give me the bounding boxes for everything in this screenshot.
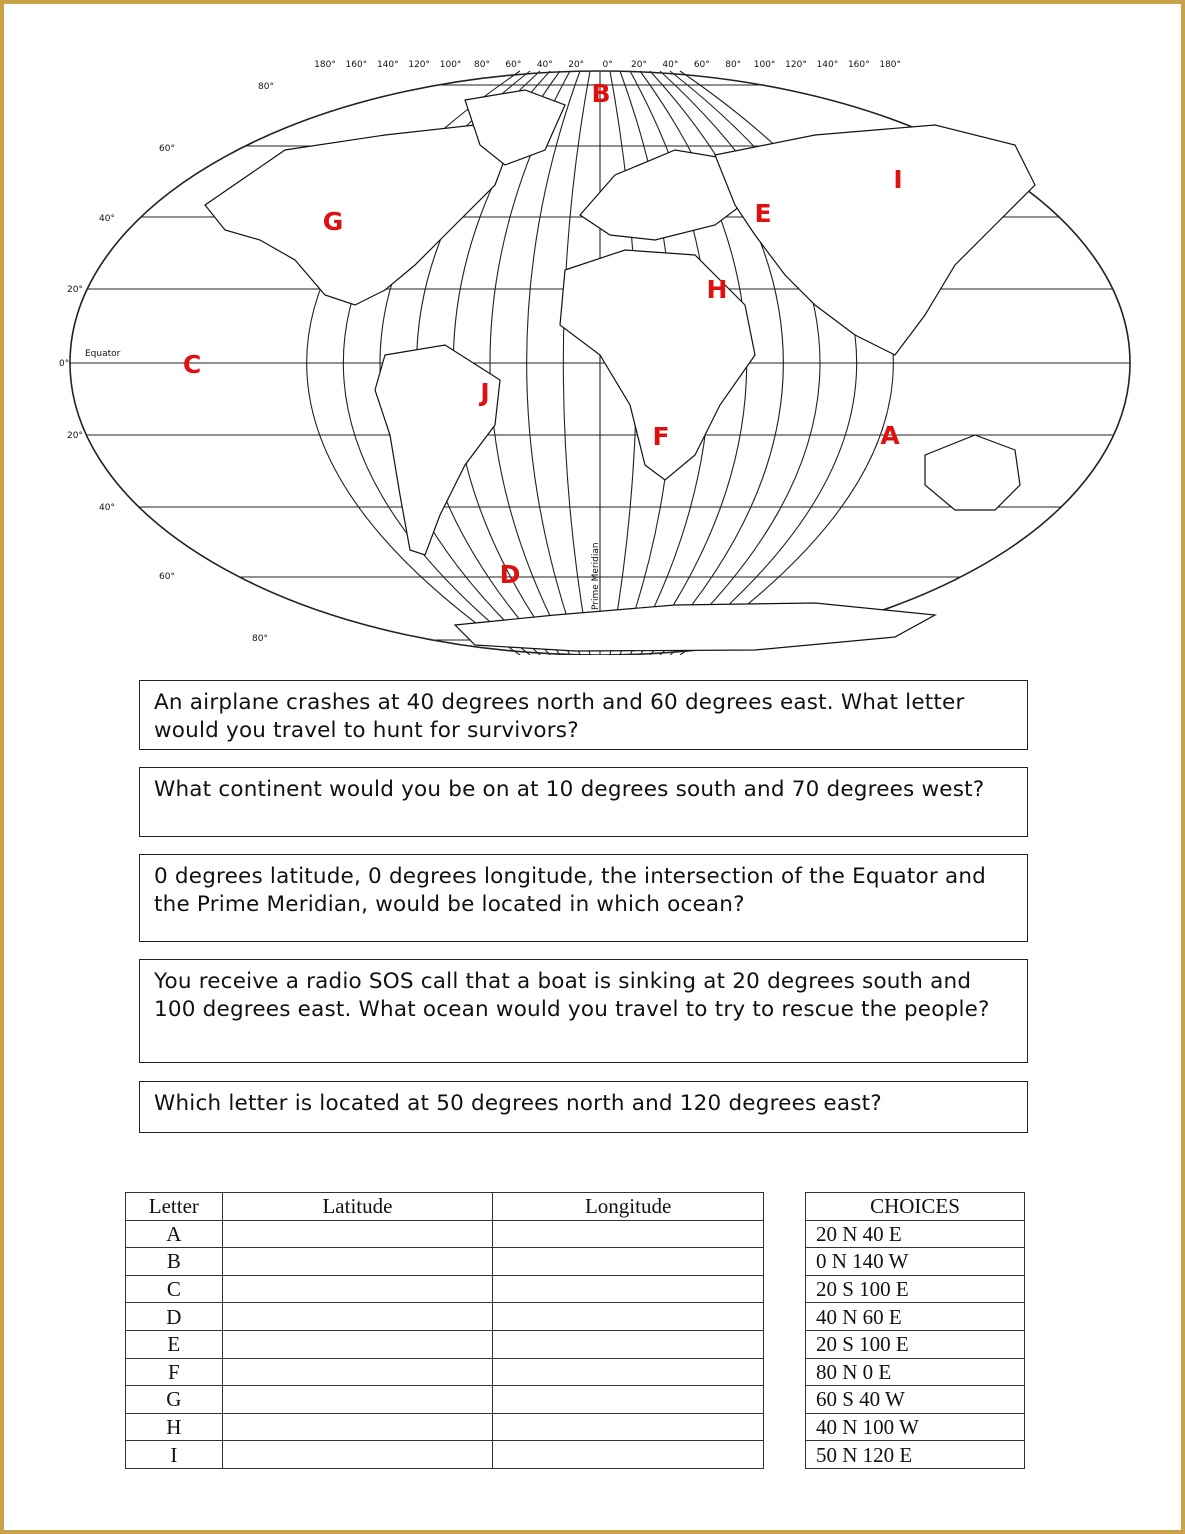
table-row (126, 1413, 764, 1441)
latitude-cell[interactable] (222, 1330, 493, 1358)
prime-meridian-label: Prime Meridian (591, 542, 601, 610)
longitude-label: 40° (662, 60, 679, 70)
latitude-label: 60° (159, 144, 175, 154)
map-marker-a: A (880, 421, 900, 450)
choice-cell: 60 S 40 W (806, 1386, 1025, 1414)
asia-shape (715, 125, 1035, 355)
latitude-label: 80° (258, 82, 274, 92)
longitude-label: 140° (816, 60, 839, 70)
longitude-label: 140° (376, 60, 399, 70)
longitude-label: 120° (785, 60, 807, 70)
latitude-label: 40° (99, 503, 115, 513)
map-marker-e: E (754, 199, 772, 228)
longitude-cell[interactable] (493, 1441, 764, 1469)
map-marker-c: C (182, 350, 202, 379)
longitude-cell[interactable] (493, 1358, 764, 1386)
map-marker-f: F (652, 422, 670, 451)
antarctica-shape (455, 603, 935, 651)
letter-cell: H (126, 1413, 223, 1441)
longitude-label: 120° (408, 60, 431, 70)
latitude-label: 20° (67, 285, 83, 295)
choices-table (805, 1192, 1025, 1469)
question-3: 0 degrees latitude, 0 degrees longitude, the intersection of the Equator and the Prime Meridian, would be located in which ocean? (139, 854, 1028, 942)
latitude-cell[interactable] (222, 1441, 493, 1469)
letter-cell: I (126, 1441, 223, 1469)
longitude-label: 160° (847, 60, 870, 70)
list-item (806, 1248, 1025, 1276)
map-marker-j: J (480, 378, 490, 407)
south-america-shape (375, 345, 500, 555)
map-marker-h: H (706, 275, 728, 304)
choice-cell: 20 S 100 E (806, 1330, 1025, 1358)
table-row (126, 1358, 764, 1386)
choices-header: CHOICES (806, 1193, 1025, 1221)
list-item (806, 1303, 1025, 1331)
table-row (126, 1386, 764, 1414)
latitude-cell[interactable] (222, 1413, 493, 1441)
list-item (806, 1275, 1025, 1303)
choice-cell: 20 N 40 E (806, 1220, 1025, 1248)
letter-cell: A (126, 1220, 223, 1248)
longitude-label: 160° (345, 60, 368, 70)
table-row (126, 1441, 764, 1469)
choice-cell: 50 N 120 E (806, 1441, 1025, 1469)
choice-cell: 20 S 100 E (806, 1275, 1025, 1303)
map-marker-i: I (893, 165, 903, 194)
longitude-cell[interactable] (493, 1275, 764, 1303)
choice-cell: 0 N 140 W (806, 1248, 1025, 1276)
question-5: Which letter is located at 50 degrees north and 120 degrees east? (139, 1081, 1028, 1133)
longitude-label: 180° (879, 60, 902, 70)
longitude-label: 80° (725, 60, 742, 70)
choice-cell: 80 N 0 E (806, 1358, 1025, 1386)
question-1: An airplane crashes at 40 degrees north and 60 degrees east. What letter would you travel to hunt for survivors? (139, 680, 1028, 750)
answer-table-header (126, 1193, 764, 1221)
longitude-cell[interactable] (493, 1220, 764, 1248)
map-marker-g: G (322, 207, 344, 236)
latitude-cell[interactable] (222, 1358, 493, 1386)
latitude-label: 40° (99, 214, 115, 224)
latitude-label: 60° (159, 572, 175, 582)
table-row (126, 1330, 764, 1358)
letter-cell: B (126, 1248, 223, 1276)
longitude-cell[interactable] (493, 1330, 764, 1358)
longitude-label: 0° (602, 60, 613, 70)
letter-cell: E (126, 1330, 223, 1358)
question-4: You receive a radio SOS call that a boat is sinking at 20 degrees south and 100 degrees east. What ocean would you travel to try to rescue the people? (139, 959, 1028, 1063)
question-2: What continent would you be on at 10 degrees south and 70 degrees west? (139, 767, 1028, 837)
header-letter: Letter (126, 1193, 223, 1221)
letter-cell: D (126, 1303, 223, 1331)
map-marker-b: B (591, 79, 611, 108)
world-map (55, 55, 1135, 655)
longitude-label: 20° (631, 60, 647, 70)
choice-cell: 40 N 60 E (806, 1303, 1025, 1331)
longitude-cell[interactable] (493, 1303, 764, 1331)
table-row (126, 1248, 764, 1276)
longitude-cell[interactable] (493, 1248, 764, 1276)
equator-label: Equator (85, 349, 121, 359)
list-item (806, 1413, 1025, 1441)
longitude-label: 100° (753, 60, 776, 70)
table-row (126, 1220, 764, 1248)
list-item (806, 1386, 1025, 1414)
longitude-cell[interactable] (493, 1413, 764, 1441)
table-row (126, 1275, 764, 1303)
list-item (806, 1358, 1025, 1386)
table-row (126, 1303, 764, 1331)
latitude-cell[interactable] (222, 1275, 493, 1303)
choices-header-row (806, 1193, 1025, 1221)
list-item (806, 1441, 1025, 1469)
latitude-label: 20° (67, 431, 83, 441)
latitude-cell[interactable] (222, 1248, 493, 1276)
australia-shape (925, 435, 1020, 510)
choice-cell: 40 N 100 W (806, 1413, 1025, 1441)
letter-cell: F (126, 1358, 223, 1386)
header-latitude: Latitude (222, 1193, 493, 1221)
latitude-label: 80° (252, 634, 268, 644)
answer-table (125, 1192, 764, 1469)
longitude-label: 60° (505, 60, 522, 70)
latitude-cell[interactable] (222, 1220, 493, 1248)
map-marker-d: D (499, 560, 521, 589)
header-longitude: Longitude (493, 1193, 764, 1221)
latitude-label: 0° (59, 359, 70, 369)
latitude-cell[interactable] (222, 1386, 493, 1414)
longitude-cell[interactable] (493, 1386, 764, 1414)
longitude-label: 20° (568, 60, 585, 70)
letter-cell: G (126, 1386, 223, 1414)
longitude-label: 80° (474, 60, 490, 70)
north-america-shape (205, 125, 510, 305)
list-item (806, 1330, 1025, 1358)
latitude-cell[interactable] (222, 1303, 493, 1331)
longitude-label: 40° (536, 60, 553, 70)
longitude-label: 60° (693, 60, 710, 70)
longitude-label: 100° (439, 60, 462, 70)
letter-cell: C (126, 1275, 223, 1303)
longitude-label: 180° (314, 60, 336, 70)
list-item (806, 1220, 1025, 1248)
